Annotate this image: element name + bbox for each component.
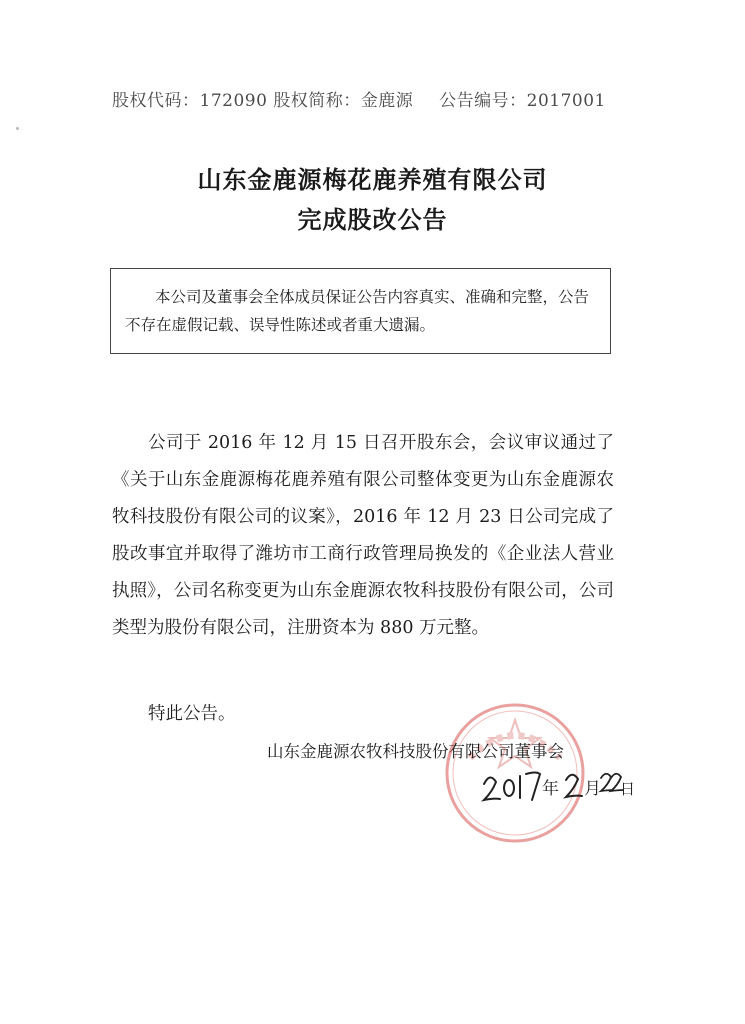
guarantee-notice-box [110, 268, 611, 354]
title-company: 山东金鹿源梅花鹿养殖有限公司 [197, 165, 548, 194]
closing-remark: 特此公告。 [148, 704, 236, 724]
body-section [112, 425, 614, 647]
stock-code-value: 172090 [199, 91, 268, 111]
handwritten-date [480, 764, 636, 809]
signer-name: 山东金鹿源农牧科技股份有限公司董事会 [267, 742, 564, 761]
short-name-value: 金鹿源 [360, 91, 414, 111]
title-announcement: 完成股改公告 [297, 205, 448, 234]
guarantee-notice-text: 本公司及董事会全体成员保证公告内容真实、准确和完整，公告不存在虚假记载、误导性陈述或者重大遗漏。 [125, 288, 590, 334]
svg-text:月: 月 [584, 779, 601, 799]
body-paragraph: 公司于 2016 年 12 月 15 日召开股东会，会议审议通过了《关于山东金鹿源梅花鹿养殖有限公司整体变更为山东金鹿源农牧科技股份有限公司的议案》，2016 年 12 月 23 日公司完成了股改事宜并取得了潍坊市工商行政管理局换发的《企业法人营业执照》，公司名称变更为山东金鹿源农牧科技股份有限公司，公司类型为股份有限公司，注册资本为 880 万元整。 [112, 433, 614, 638]
notice-number-value: 2017001 [526, 91, 606, 111]
scan-speck [16, 127, 19, 130]
svg-text:日: 日 [620, 780, 636, 798]
short-name-label: 股权简称： [273, 91, 361, 111]
stock-code-label: 股权代码： [112, 91, 200, 111]
header-info-line [112, 86, 612, 111]
notice-number-label: 公告编号： [439, 91, 527, 111]
svg-text:年: 年 [542, 779, 559, 799]
